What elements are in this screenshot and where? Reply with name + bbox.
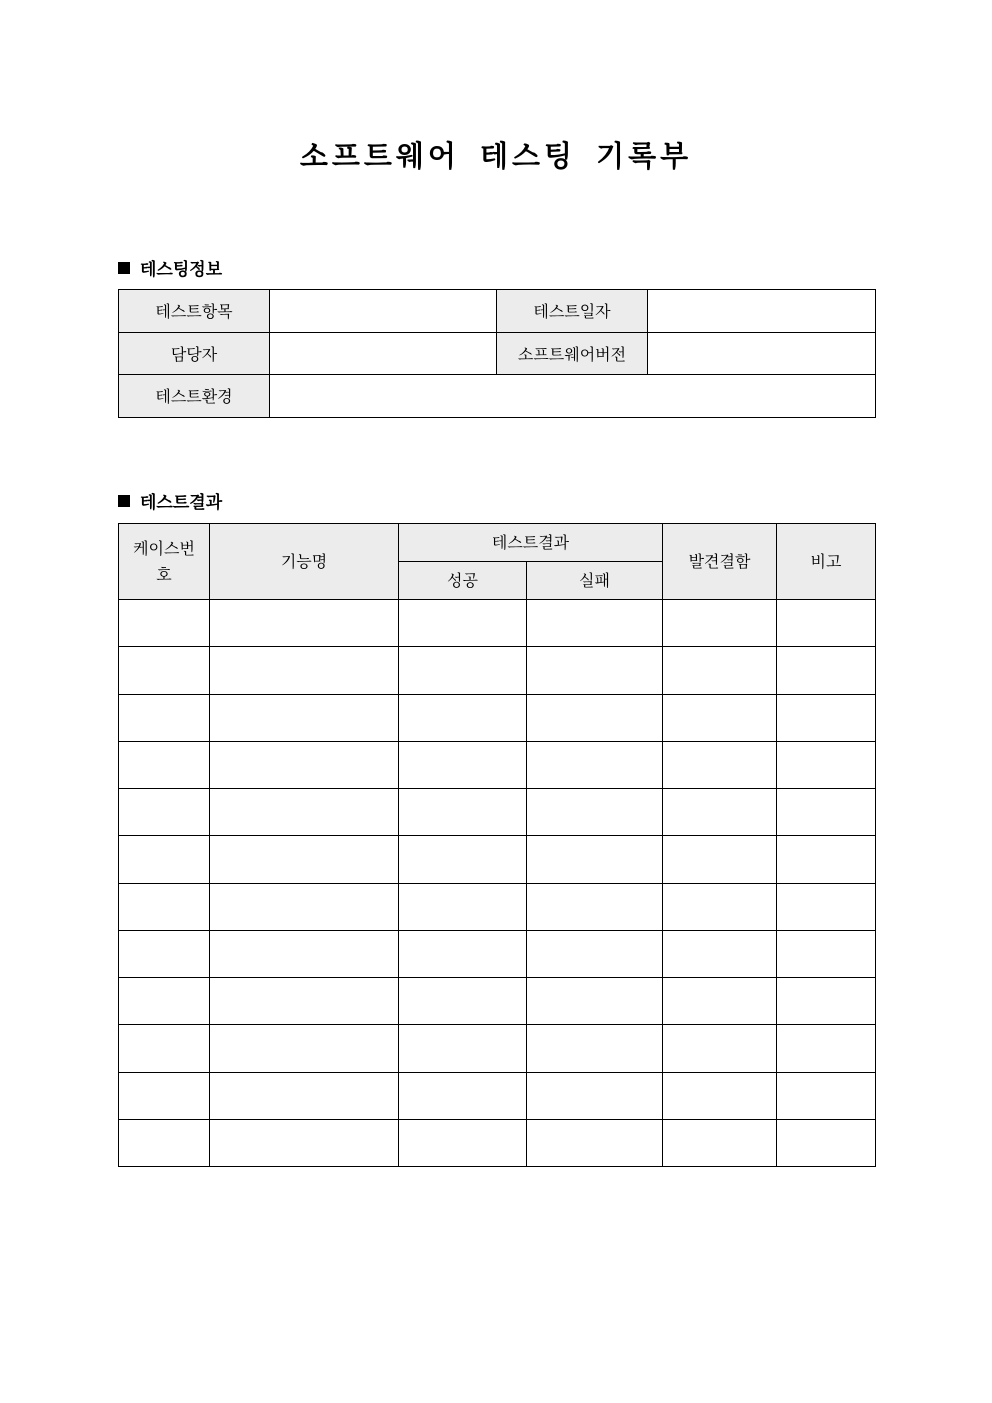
- defects-found-cell[interactable]: [663, 978, 777, 1025]
- remarks-cell[interactable]: [777, 1072, 876, 1119]
- case-number-cell[interactable]: [119, 883, 210, 930]
- function-name-cell[interactable]: [210, 1119, 399, 1166]
- case-number-cell[interactable]: [119, 647, 210, 694]
- function-name-cell[interactable]: [210, 600, 399, 647]
- defects-found-cell[interactable]: [663, 647, 777, 694]
- result-section-title: 테스트결과: [140, 493, 223, 513]
- table-row: [119, 883, 876, 930]
- defects-found-cell[interactable]: [663, 930, 777, 977]
- success-cell[interactable]: [399, 836, 527, 883]
- success-cell[interactable]: [399, 930, 527, 977]
- success-cell[interactable]: [399, 978, 527, 1025]
- manager-value[interactable]: [270, 332, 497, 375]
- table-row: [119, 930, 876, 977]
- function-name-cell[interactable]: [210, 789, 399, 836]
- table-row: [119, 694, 876, 741]
- software-version-label: 소프트웨어버전: [497, 332, 648, 375]
- case-number-cell[interactable]: [119, 1025, 210, 1072]
- failure-cell[interactable]: [527, 930, 663, 977]
- function-name-cell[interactable]: [210, 883, 399, 930]
- remarks-cell[interactable]: [777, 930, 876, 977]
- square-bullet-icon: [118, 262, 130, 274]
- function-name-cell[interactable]: [210, 1025, 399, 1072]
- table-row: [119, 836, 876, 883]
- remarks-cell[interactable]: [777, 694, 876, 741]
- case-number-cell[interactable]: [119, 789, 210, 836]
- remarks-cell[interactable]: [777, 883, 876, 930]
- table-row: [119, 1119, 876, 1166]
- case-number-cell[interactable]: [119, 1119, 210, 1166]
- testing-info-table: [118, 289, 876, 418]
- success-cell[interactable]: [399, 789, 527, 836]
- case-number-cell[interactable]: [119, 836, 210, 883]
- defects-found-cell[interactable]: [663, 1025, 777, 1072]
- success-cell[interactable]: [399, 1119, 527, 1166]
- failure-cell[interactable]: [527, 1119, 663, 1166]
- case-number-cell[interactable]: [119, 930, 210, 977]
- test-item-value[interactable]: [270, 290, 497, 333]
- function-name-cell[interactable]: [210, 836, 399, 883]
- failure-cell[interactable]: [527, 694, 663, 741]
- test-date-label: 테스트일자: [497, 290, 648, 333]
- case-number-cell[interactable]: [119, 1072, 210, 1119]
- success-cell[interactable]: [399, 1025, 527, 1072]
- table-row: [119, 647, 876, 694]
- software-version-value[interactable]: [648, 332, 876, 375]
- remarks-cell[interactable]: [777, 978, 876, 1025]
- info-section-title: 테스팅정보: [140, 260, 223, 280]
- failure-cell[interactable]: [527, 1025, 663, 1072]
- failure-cell[interactable]: [527, 883, 663, 930]
- success-cell[interactable]: [399, 1072, 527, 1119]
- failure-cell[interactable]: [527, 978, 663, 1025]
- test-result-header: 테스트결과: [399, 524, 663, 562]
- success-cell[interactable]: [399, 883, 527, 930]
- function-name-cell[interactable]: [210, 1072, 399, 1119]
- remarks-cell[interactable]: [777, 789, 876, 836]
- defects-found-cell[interactable]: [663, 1119, 777, 1166]
- success-cell[interactable]: [399, 600, 527, 647]
- table-row: [119, 741, 876, 788]
- function-name-header: 기능명: [210, 524, 399, 600]
- test-environment-label: 테스트환경: [119, 375, 270, 418]
- result-table-body: [119, 600, 876, 1167]
- defects-found-cell[interactable]: [663, 789, 777, 836]
- table-row: [119, 1025, 876, 1072]
- test-date-value[interactable]: [648, 290, 876, 333]
- test-result-table: [118, 523, 876, 1167]
- function-name-cell[interactable]: [210, 978, 399, 1025]
- case-number-header-text: 케이스번호: [133, 538, 195, 584]
- remarks-cell[interactable]: [777, 600, 876, 647]
- failure-cell[interactable]: [527, 1072, 663, 1119]
- failure-cell[interactable]: [527, 789, 663, 836]
- defects-found-header: 발견결함: [663, 524, 777, 600]
- function-name-cell[interactable]: [210, 741, 399, 788]
- table-row: [119, 789, 876, 836]
- document-title: 소프트웨어 테스팅 기록부: [299, 139, 693, 173]
- success-header: 성공: [399, 562, 527, 600]
- defects-found-cell[interactable]: [663, 741, 777, 788]
- failure-header: 실패: [527, 562, 663, 600]
- table-row: [119, 978, 876, 1025]
- case-number-header: [119, 524, 210, 600]
- success-cell[interactable]: [399, 647, 527, 694]
- failure-cell[interactable]: [527, 741, 663, 788]
- success-cell[interactable]: [399, 741, 527, 788]
- table-row: [119, 600, 876, 647]
- function-name-cell[interactable]: [210, 647, 399, 694]
- remarks-cell[interactable]: [777, 741, 876, 788]
- failure-cell[interactable]: [527, 836, 663, 883]
- success-cell[interactable]: [399, 694, 527, 741]
- defects-found-cell[interactable]: [663, 600, 777, 647]
- result-section-heading: [118, 488, 222, 513]
- info-section-heading: [118, 255, 222, 280]
- remarks-cell[interactable]: [777, 836, 876, 883]
- case-number-cell[interactable]: [119, 600, 210, 647]
- failure-cell[interactable]: [527, 600, 663, 647]
- function-name-cell[interactable]: [210, 694, 399, 741]
- remarks-cell[interactable]: [777, 647, 876, 694]
- defects-found-cell[interactable]: [663, 883, 777, 930]
- table-row: [119, 1072, 876, 1119]
- defects-found-cell[interactable]: [663, 1072, 777, 1119]
- remarks-cell[interactable]: [777, 1025, 876, 1072]
- failure-cell[interactable]: [527, 647, 663, 694]
- square-bullet-icon: [118, 495, 130, 507]
- case-number-cell[interactable]: [119, 694, 210, 741]
- manager-label: 담당자: [119, 332, 270, 375]
- defects-found-cell[interactable]: [663, 694, 777, 741]
- case-number-cell[interactable]: [119, 978, 210, 1025]
- test-environment-value[interactable]: [270, 375, 876, 418]
- test-item-label: 테스트항목: [119, 290, 270, 333]
- case-number-cell[interactable]: [119, 741, 210, 788]
- remarks-cell[interactable]: [777, 1119, 876, 1166]
- remarks-header: 비고: [777, 524, 876, 600]
- function-name-cell[interactable]: [210, 930, 399, 977]
- defects-found-cell[interactable]: [663, 836, 777, 883]
